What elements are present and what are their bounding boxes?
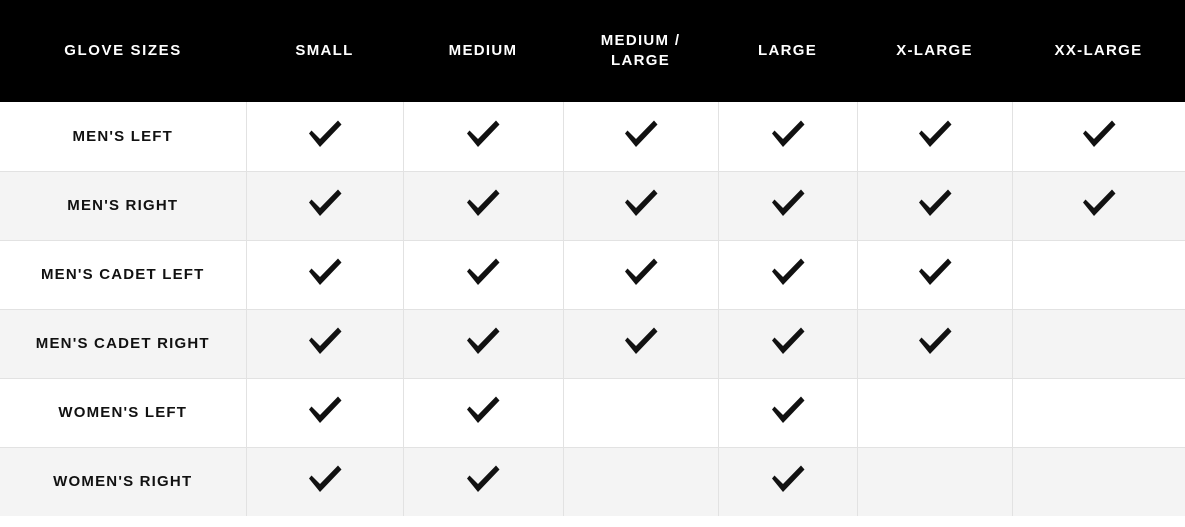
checkmark-icon (769, 395, 807, 425)
checkmark-icon (1080, 119, 1118, 149)
column-header-label: MEDIUM (448, 41, 518, 59)
availability-cell-checked (246, 309, 403, 378)
table-row (0, 378, 1185, 447)
checkmark-icon (464, 464, 502, 494)
checkmark-icon (306, 257, 344, 287)
availability-cell-checked (246, 171, 403, 240)
checkmark-icon (306, 395, 344, 425)
table-row (0, 447, 1185, 516)
availability-cell-checked (857, 309, 1012, 378)
column-header-label: X-LARGE (896, 41, 973, 59)
checkmark-icon (769, 257, 807, 287)
checkmark-icon (306, 464, 344, 494)
row-label-cell (0, 240, 246, 309)
checkmark-icon (464, 188, 502, 218)
row-label-cell (0, 378, 246, 447)
availability-cell-empty (857, 378, 1012, 447)
checkmark-icon (1080, 188, 1118, 218)
availability-cell-checked (563, 171, 718, 240)
row-label: MEN'S CADET LEFT (40, 266, 205, 283)
row-label: WOMEN'S RIGHT (53, 473, 193, 491)
availability-cell-checked (1012, 171, 1185, 240)
availability-cell-empty (1012, 378, 1185, 447)
checkmark-icon (464, 326, 502, 356)
checkmark-icon (464, 257, 502, 287)
column-header-medium (403, 0, 563, 102)
checkmark-icon (769, 119, 807, 149)
checkmark-icon (306, 119, 344, 149)
availability-cell-checked (718, 102, 857, 171)
availability-cell-checked (718, 378, 857, 447)
availability-cell-empty (1012, 447, 1185, 516)
table-row (0, 171, 1185, 240)
checkmark-icon (769, 464, 807, 494)
availability-cell-checked (563, 309, 718, 378)
checkmark-icon (916, 188, 954, 218)
availability-cell-checked (718, 171, 857, 240)
availability-cell-checked (563, 102, 718, 171)
availability-cell-checked (563, 240, 718, 309)
availability-cell-checked (718, 309, 857, 378)
checkmark-icon (769, 326, 807, 356)
checkmark-icon (622, 188, 660, 218)
checkmark-icon (916, 257, 954, 287)
availability-cell-checked (246, 240, 403, 309)
column-header-label-line1: MEDIUM / (600, 31, 681, 49)
availability-cell-checked (403, 309, 563, 378)
row-label-cell (0, 309, 246, 378)
row-label: MEN'S RIGHT (67, 197, 179, 214)
row-label: MEN'S CADET RIGHT (35, 335, 210, 352)
availability-cell-checked (403, 378, 563, 447)
column-header-label: GLOVE SIZES (64, 41, 182, 59)
checkmark-icon (622, 257, 660, 287)
checkmark-icon (916, 119, 954, 149)
availability-cell-empty (857, 447, 1012, 516)
checkmark-icon (464, 119, 502, 149)
availability-cell-checked (403, 102, 563, 171)
availability-cell-checked (403, 240, 563, 309)
availability-cell-checked (403, 171, 563, 240)
checkmark-icon (306, 326, 344, 356)
availability-cell-empty (563, 447, 718, 516)
checkmark-icon (622, 326, 660, 356)
availability-cell-checked (246, 378, 403, 447)
column-header-label: SMALL (295, 41, 354, 59)
table-row (0, 102, 1185, 171)
table-body (0, 102, 1185, 516)
column-header-x-large (857, 0, 1012, 102)
column-header-glove-sizes (0, 0, 246, 102)
checkmark-icon (306, 188, 344, 218)
row-label-cell (0, 447, 246, 516)
checkmark-icon (916, 326, 954, 356)
table-header (0, 0, 1185, 102)
availability-cell-empty (563, 378, 718, 447)
availability-cell-checked (718, 447, 857, 516)
column-header-large (718, 0, 857, 102)
header-row (0, 0, 1185, 102)
column-header-xx-large (1012, 0, 1185, 102)
availability-cell-checked (857, 171, 1012, 240)
row-label: MEN'S LEFT (72, 127, 174, 145)
row-label-cell (0, 102, 246, 171)
table-row (0, 240, 1185, 309)
checkmark-icon (464, 395, 502, 425)
availability-cell-checked (246, 447, 403, 516)
column-header-small (246, 0, 403, 102)
availability-cell-empty (1012, 309, 1185, 378)
row-label: WOMEN'S LEFT (58, 404, 188, 421)
checkmark-icon (622, 119, 660, 149)
checkmark-icon (769, 188, 807, 218)
availability-cell-empty (1012, 240, 1185, 309)
availability-cell-checked (857, 240, 1012, 309)
row-label-cell (0, 171, 246, 240)
column-header-label: LARGE (758, 41, 817, 59)
column-header-label-line2: LARGE (611, 52, 670, 69)
availability-cell-checked (246, 102, 403, 171)
table-row (0, 309, 1185, 378)
column-header-medium-large (563, 0, 718, 102)
availability-cell-checked (857, 102, 1012, 171)
availability-cell-checked (1012, 102, 1185, 171)
availability-cell-checked (403, 447, 563, 516)
column-header-label: XX-LARGE (1054, 41, 1143, 59)
availability-cell-checked (718, 240, 857, 309)
